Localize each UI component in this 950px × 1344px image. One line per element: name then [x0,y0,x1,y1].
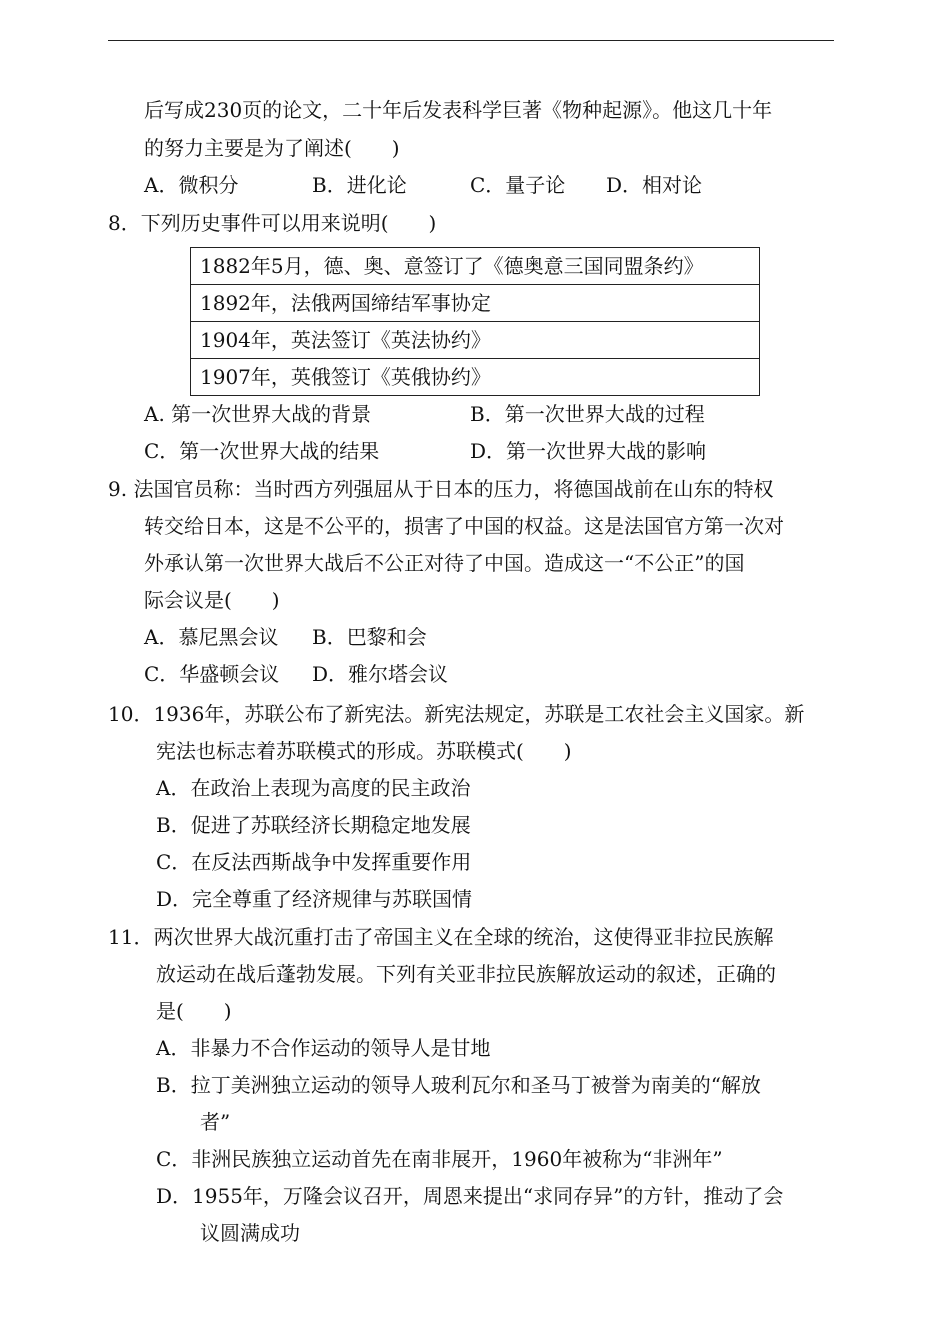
q10-option-d[interactable]: D．完全尊重了经济规律与苏联国情 [156,887,473,911]
event-cell: 1882年5月，德、奥、意签订了《德奥意三国同盟条约》 [191,248,760,285]
q8-stem: 8．下列历史事件可以用来说明( ) [108,211,437,235]
q9-option-a[interactable]: A．慕尼黑会议 [144,625,279,649]
q11-option-b-continued[interactable]: 者” [200,1110,231,1134]
event-cell: 1907年，英俄签订《英俄协约》 [191,359,760,396]
q7-stem-line-2: 的努力主要是为了阐述( ) [144,136,400,160]
q7-stem-line-1: 后写成230页的论文，二十年后发表科学巨著《物种起源》。他这几十年 [144,98,773,122]
q7-option-d[interactable]: D．相对论 [606,173,703,197]
q9-stem-line-2: 转交给日本，这是不公平的，损害了中国的权益。这是法国官方第一次对 [144,514,784,538]
header-rule [108,40,834,41]
q11-stem-line-2: 放运动在战后蓬勃发展。下列有关亚非拉民族解放运动的叙述，正确的 [156,962,776,986]
event-cell: 1904年，英法签订《英法协约》 [191,322,760,359]
q8-option-b[interactable]: B．第一次世界大战的过程 [470,402,705,426]
q9-stem-line-3: 外承认第一次世界大战后不公正对待了中国。造成这一“不公正”的国 [144,551,745,575]
q9-option-b[interactable]: B．巴黎和会 [312,625,427,649]
q7-option-a[interactable]: A．微积分 [144,173,239,197]
q11-stem-line-3: 是( ) [156,999,232,1023]
q11-option-a[interactable]: A．非暴力不合作运动的领导人是甘地 [156,1036,491,1060]
q10-option-a[interactable]: A．在政治上表现为高度的民主政治 [156,776,471,800]
q9-option-d[interactable]: D．雅尔塔会议 [312,662,449,686]
q8-events-table [190,247,760,396]
q7-option-b[interactable]: B．进化论 [312,173,407,197]
q10-option-b[interactable]: B．促进了苏联经济长期稳定地发展 [156,813,471,837]
q10-stem-line-1: 10．1936年，苏联公布了新宪法。新宪法规定，苏联是工农社会主义国家。新 [108,702,805,726]
table-row [191,359,760,396]
q8-option-c[interactable]: C．第一次世界大战的结果 [144,439,380,463]
q9-stem-line-4: 际会议是( ) [144,588,280,612]
q11-stem-line-1: 11．两次世界大战沉重打击了帝国主义在全球的统治，这使得亚非拉民族解 [108,925,774,949]
table-row [191,285,760,322]
q9-option-c[interactable]: C．华盛顿会议 [144,662,280,686]
q10-stem-line-2: 宪法也标志着苏联模式的形成。苏联模式( ) [156,739,572,763]
q11-option-d[interactable]: D．1955年，万隆会议召开，周恩来提出“求同存异”的方针，推动了会 [156,1184,784,1208]
event-cell: 1892年，法俄两国缔结军事协定 [191,285,760,322]
table-row [191,322,760,359]
q11-option-d-continued[interactable]: 议圆满成功 [200,1221,300,1245]
q9-stem-line-1: 9. 法国官员称：当时西方列强屈从于日本的压力，将德国战前在山东的特权 [108,477,774,501]
q11-option-c[interactable]: C．非洲民族独立运动首先在南非展开，1960年被称为“非洲年” [156,1147,723,1171]
q8-option-a[interactable]: A. 第一次世界大战的背景 [144,402,372,426]
q10-option-c[interactable]: C．在反法西斯战争中发挥重要作用 [156,850,472,874]
table-row [191,248,760,285]
q7-option-c[interactable]: C．量子论 [470,173,566,197]
q11-option-b[interactable]: B．拉丁美洲独立运动的领导人玻利瓦尔和圣马丁被誉为南美的“解放 [156,1073,761,1097]
q8-option-d[interactable]: D．第一次世界大战的影响 [470,439,707,463]
